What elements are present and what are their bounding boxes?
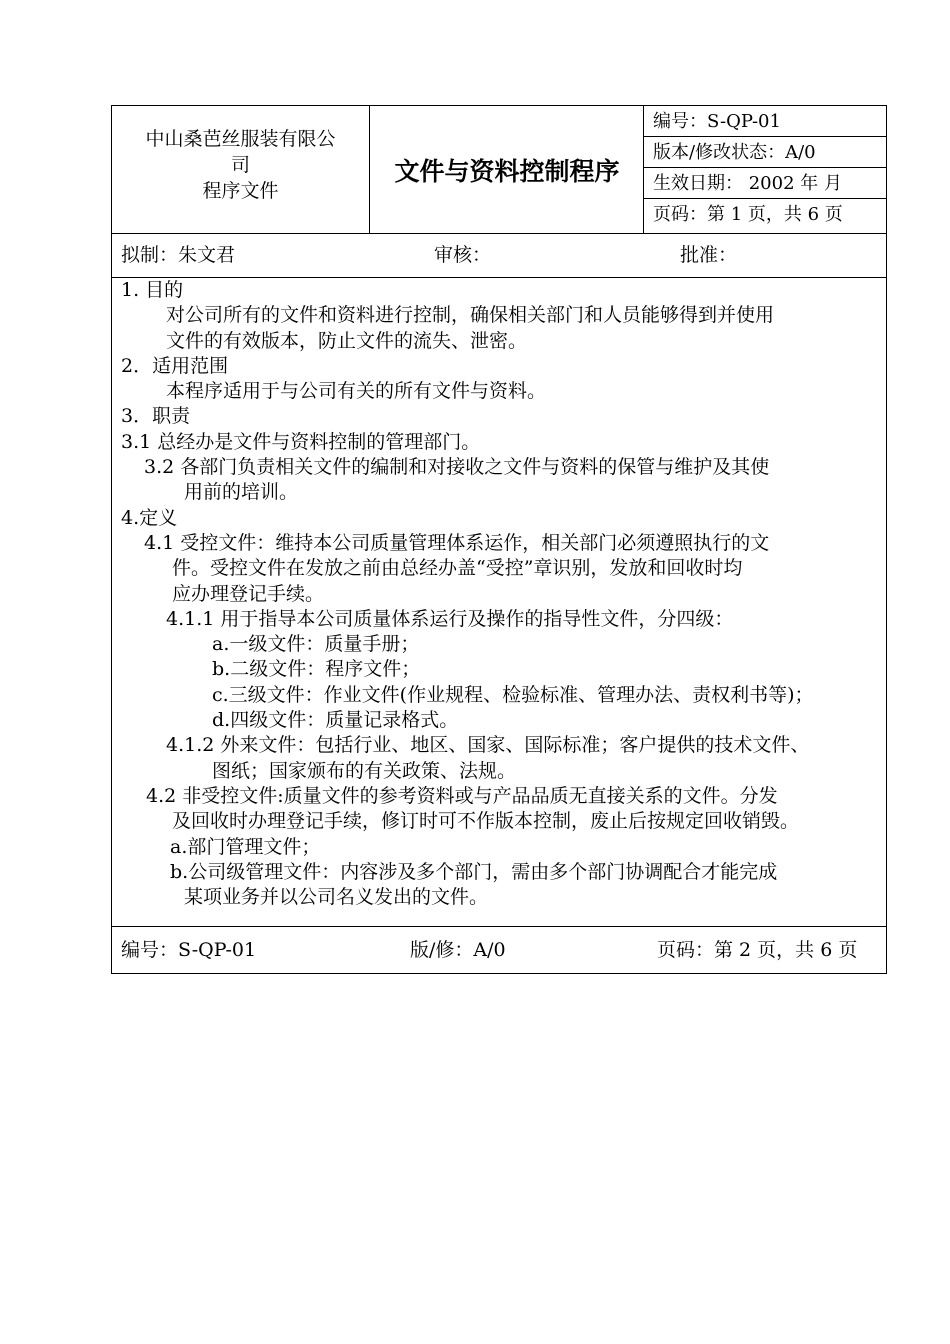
- signature-row: [112, 234, 886, 278]
- approver: 批准：: [680, 244, 738, 266]
- paragraph-line: 本程序适用于与公司有关的所有文件与资料。: [166, 380, 547, 403]
- paragraph-line: 文件的有效版本，防止文件的流失、泄密。: [166, 329, 528, 352]
- document-title: 文件与资料控制程序: [371, 106, 644, 233]
- list-item: b.二级文件：程序文件；: [212, 658, 421, 681]
- paragraph-line: 4.2 非受控文件:质量文件的参考资料或与产品品质无直接关系的文件。分发: [146, 784, 778, 807]
- footer-version: 版/修：A/0: [410, 939, 506, 961]
- footer-page: 页码：第 2 页，共 6 页: [657, 939, 858, 961]
- section-heading: 3．职责: [121, 405, 191, 428]
- company-cell: [112, 106, 370, 233]
- paragraph-line: 对公司所有的文件和资料进行控制，确保相关部门和人员能够得到并使用: [166, 304, 775, 327]
- paragraph-line: 3.1 总经办是文件与资料控制的管理部门。: [121, 430, 481, 453]
- paragraph-line: 4.1.2 外来文件：包括行业、地区、国家、国际标准；客户提供的技术文件、: [166, 734, 810, 757]
- document-body: [112, 278, 886, 927]
- paragraph-line: 某项业务并以公司名义发出的文件。: [184, 886, 489, 909]
- paragraph-line: 3.2 各部门负责相关文件的编制和对接收之文件与资料的保管与维护及其使: [144, 456, 770, 479]
- paragraph-line: 4.1 受控文件：维持本公司质量管理体系运作，相关部门必须遵照执行的文: [144, 531, 770, 554]
- company-name-line2: 司: [230, 154, 250, 176]
- section-heading: 2．适用范围: [121, 354, 229, 377]
- paragraph-line: 及回收时办理登记手续，修订时可不作版本控制，废止后按规定回收销毁。: [172, 810, 800, 833]
- document-frame: [111, 105, 887, 974]
- list-item: a.部门管理文件；: [170, 835, 321, 858]
- effective-date: 生效日期： 2002 年 月: [644, 168, 886, 199]
- document-meta: [644, 106, 886, 233]
- document-version: 版本/修改状态：A/0: [644, 137, 886, 168]
- list-item: a.一级文件：质量手册；: [212, 633, 420, 656]
- reviewer: 审核：: [434, 244, 492, 266]
- paragraph-line: 件。受控文件在发放之前由总经办盖“受控”章识别，发放和回收时均: [172, 557, 743, 580]
- company-name-line1: 中山桑芭丝服装有限公: [145, 128, 336, 150]
- document-footer: [112, 927, 886, 973]
- list-item: b.公司级管理文件：内容涉及多个部门，需由多个部门协调配合才能完成: [170, 860, 778, 883]
- paragraph-line: 4.1.1 用于指导本公司质量体系运行及操作的指导性文件，分四级：: [166, 607, 734, 630]
- document-header: [112, 106, 886, 234]
- document-category: 程序文件: [202, 180, 279, 202]
- drafter: 拟制：朱文君: [121, 244, 236, 266]
- list-item: c.三级文件：作业文件(作业规程、检验标准、管理办法、责权利书等)；: [212, 683, 814, 706]
- paragraph-line: 用前的培训。: [184, 481, 299, 504]
- paragraph-line: 图纸；国家颁布的有关政策、法规。: [212, 759, 517, 782]
- document-code: 编号：S-QP-01: [644, 106, 886, 137]
- page-number: 页码：第 1 页，共 6 页: [653, 204, 843, 225]
- paragraph-line: 应办理登记手续。: [172, 582, 325, 605]
- footer-code: 编号：S-QP-01: [121, 939, 257, 961]
- section-heading: 1. 目的: [121, 279, 184, 301]
- section-heading: 4.定义: [121, 506, 178, 529]
- list-item: d.四级文件：质量记录格式。: [212, 709, 459, 732]
